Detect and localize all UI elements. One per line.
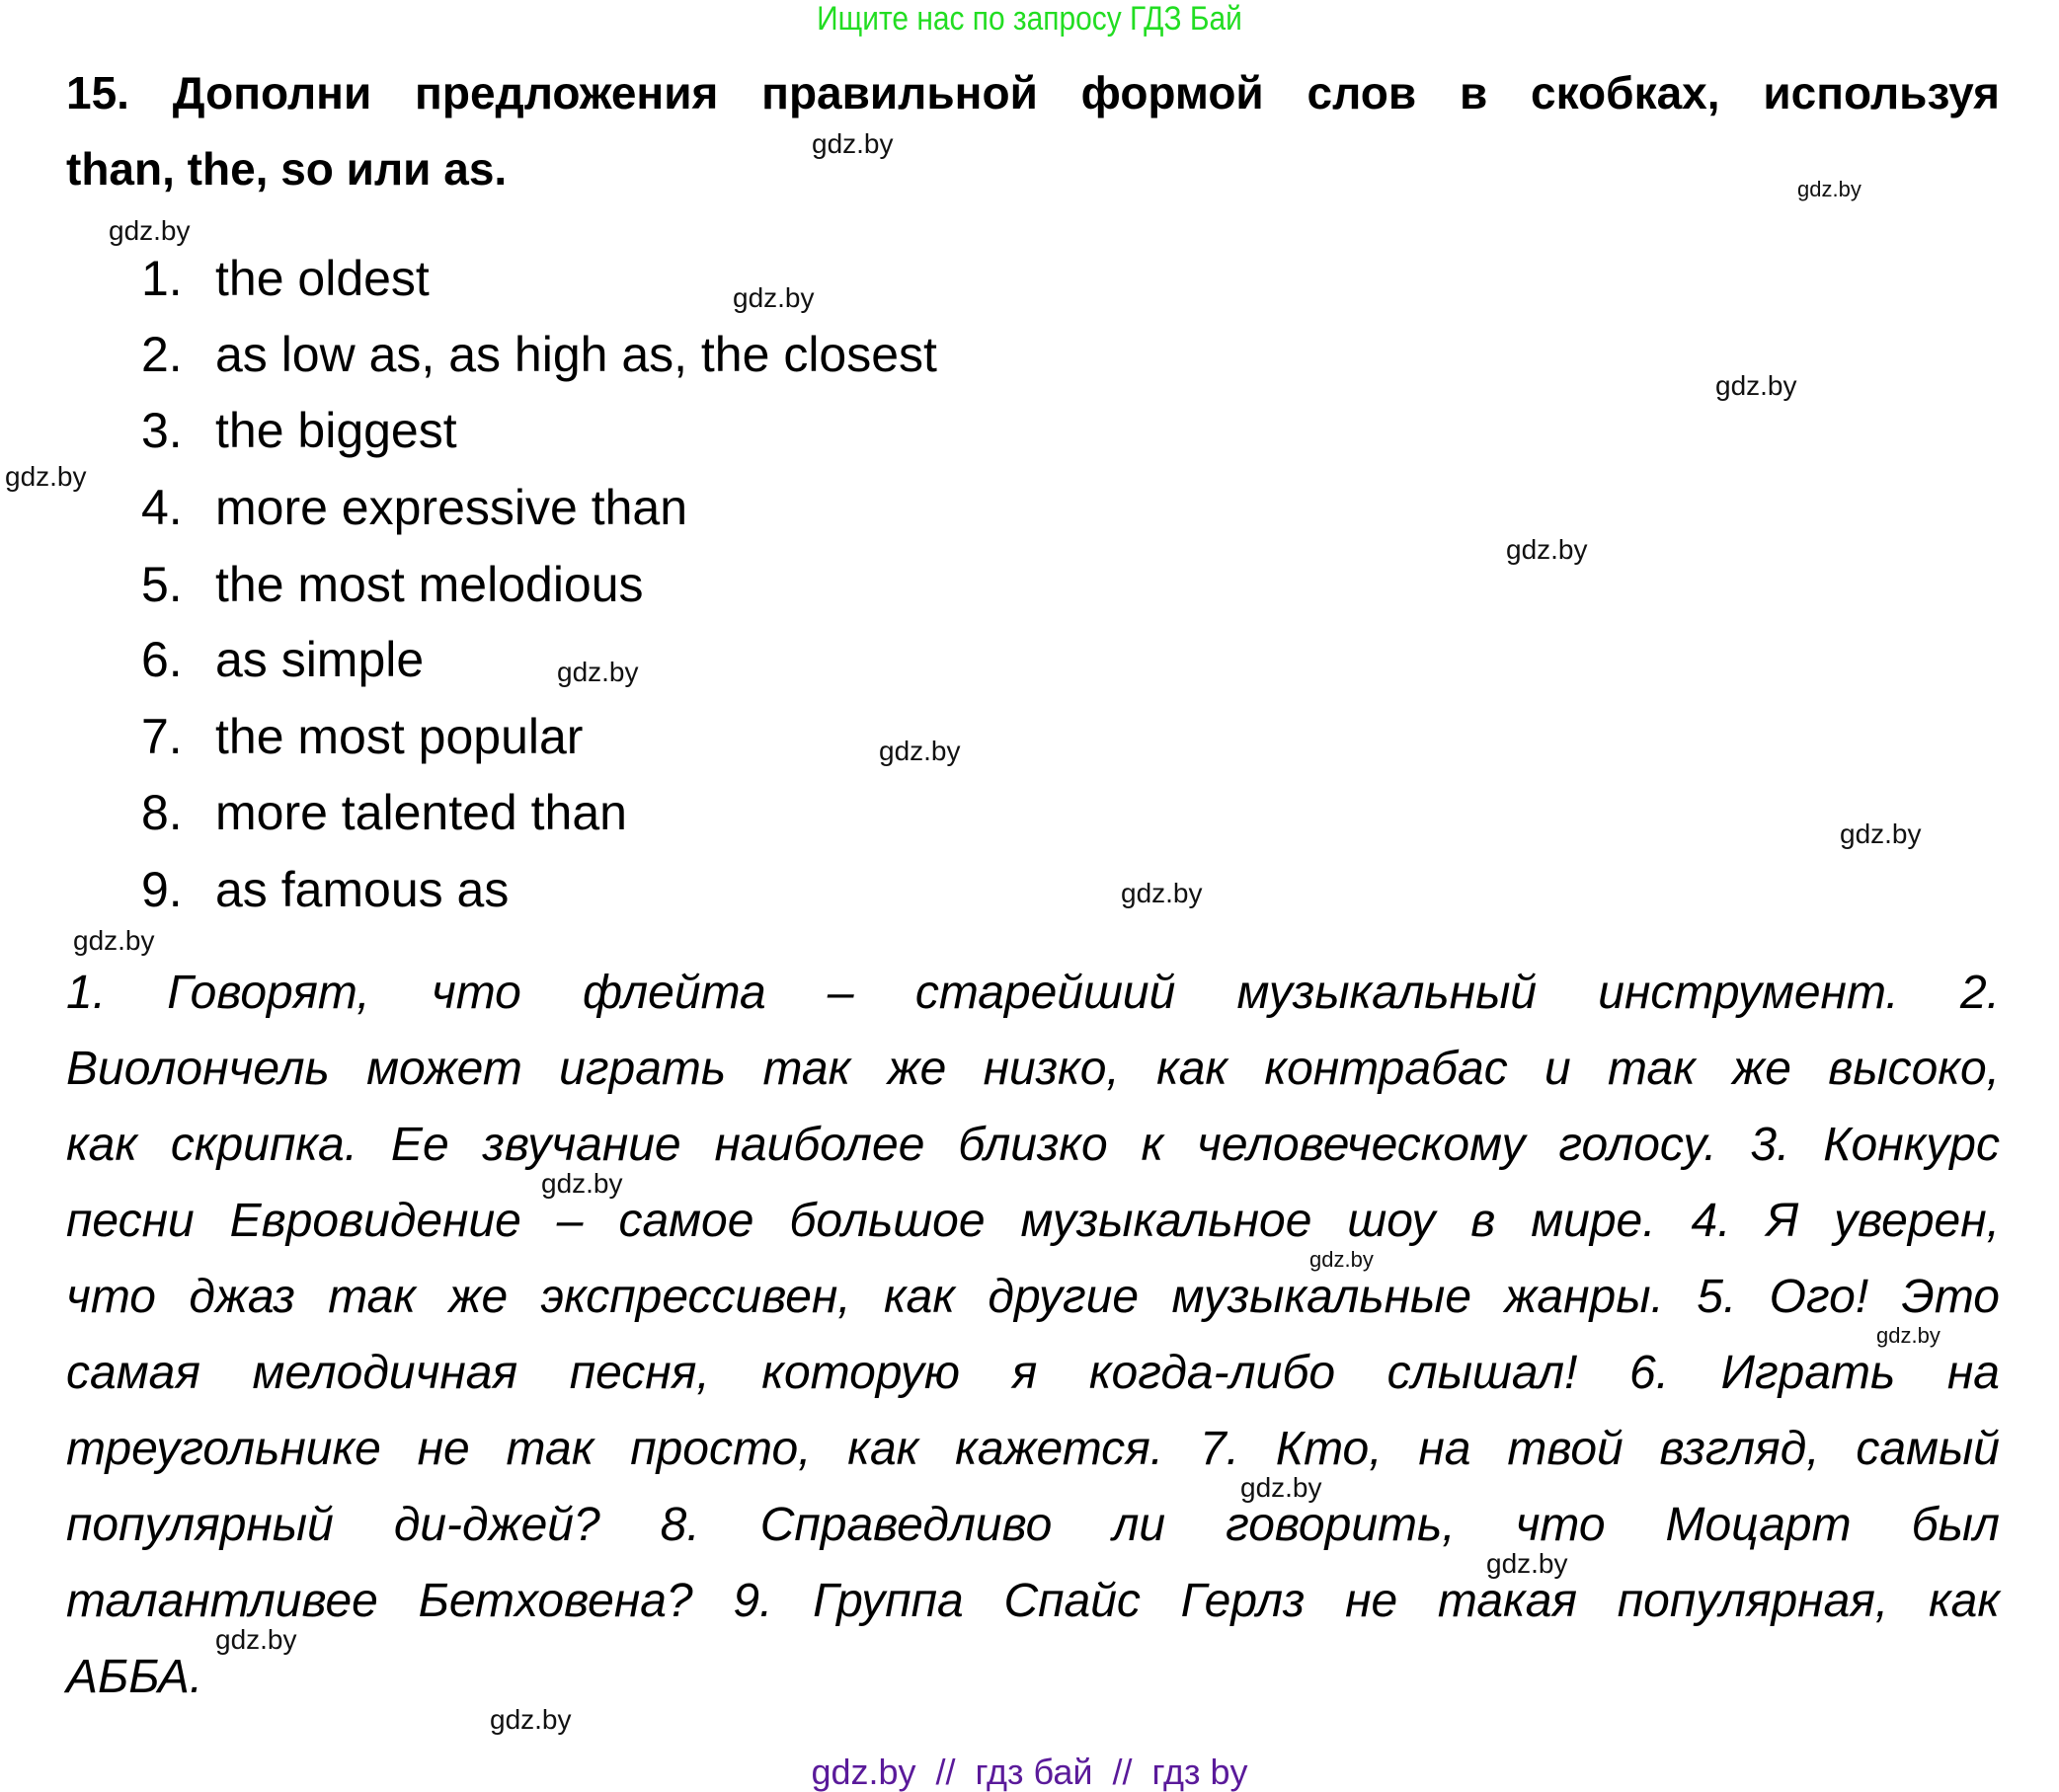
translation-line: самая мелодичная песня, которую я когда-либо слышал! 6. Играть на bbox=[66, 1347, 2000, 1399]
answer-number: 8. bbox=[141, 785, 183, 840]
watermark: gdz.by bbox=[1840, 818, 1922, 849]
watermark: gdz.by bbox=[1876, 1323, 1940, 1348]
answer-text: the most melodious bbox=[215, 557, 644, 612]
watermark: gdz.by bbox=[1121, 878, 1203, 908]
answer-text: the most popular bbox=[215, 709, 584, 764]
footer-links: gdz.by // гдз бай // гдз by bbox=[811, 1752, 1248, 1792]
answer-number: 9. bbox=[141, 862, 183, 917]
answer-item bbox=[141, 630, 424, 689]
answer-item bbox=[141, 555, 644, 614]
translation-line: Виолончель может играть так же низко, как контрабас и так же высоко, bbox=[66, 1043, 2000, 1095]
translation-line: песни Евровидение – самое большое музыкальное шоу в мире. 4. Я уверен, bbox=[66, 1195, 2000, 1247]
answer-number: 4. bbox=[141, 480, 183, 535]
watermark: gdz.by bbox=[5, 461, 87, 492]
watermark: gdz.by bbox=[733, 282, 815, 313]
answer-text: as famous as bbox=[215, 862, 510, 917]
answer-text: more expressive than bbox=[215, 480, 688, 535]
translation-line: талантливее Бетховена? 9. Группа Спайс Герлз не такая популярная, как bbox=[66, 1575, 2000, 1627]
watermark: gdz.by bbox=[812, 128, 894, 159]
answer-number: 5. bbox=[141, 557, 183, 612]
translation-line: популярный ди-джей? 8. Справедливо ли говорить, что Моцарт был bbox=[66, 1499, 2000, 1551]
answer-text: as low as, as high as, the closest bbox=[215, 327, 937, 382]
answer-text: as simple bbox=[215, 632, 425, 687]
watermark: gdz.by bbox=[1506, 534, 1588, 565]
answer-item bbox=[141, 860, 509, 919]
answer-item bbox=[141, 478, 687, 537]
watermark: gdz.by bbox=[1715, 370, 1797, 401]
answer-item bbox=[141, 401, 457, 460]
answer-item bbox=[141, 783, 627, 842]
watermark: gdz.by bbox=[109, 215, 191, 246]
answer-item bbox=[141, 325, 937, 384]
watermark: gdz.by bbox=[541, 1168, 623, 1199]
translation-line: треугольнике не так просто, как кажется. 7. Кто, на твой взгляд, самый bbox=[66, 1423, 2000, 1475]
watermark: gdz.by bbox=[557, 657, 639, 687]
translation-line: 1. Говорят, что флейта – старейший музыкальный инструмент. 2. bbox=[66, 967, 2000, 1019]
answer-text: the oldest bbox=[215, 251, 430, 306]
answer-number: 3. bbox=[141, 403, 183, 458]
answer-item bbox=[141, 707, 583, 766]
watermark: gdz.by bbox=[1240, 1472, 1322, 1503]
watermark: gdz.by bbox=[1309, 1247, 1374, 1272]
answer-number: 2. bbox=[141, 327, 183, 382]
translation-line: АББА. bbox=[66, 1651, 203, 1703]
answer-number: 6. bbox=[141, 632, 183, 687]
title-line: 15. Дополни предложения правильной формой слов в скобках, используя bbox=[66, 67, 2000, 118]
answer-text: the biggest bbox=[215, 403, 457, 458]
answer-item bbox=[141, 249, 430, 308]
watermark: gdz.by bbox=[73, 925, 155, 956]
watermark: gdz.by bbox=[215, 1624, 297, 1655]
watermark: gdz.by bbox=[879, 736, 961, 766]
title-line: than, the, so или as. bbox=[66, 143, 508, 195]
translation-line: что джаз так же экспрессивен, как другие музыкальные жанры. 5. Ого! Это bbox=[66, 1271, 2000, 1323]
watermark: gdz.by bbox=[1797, 177, 1861, 201]
answer-number: 1. bbox=[141, 251, 183, 306]
translation-line: как скрипка. Ее звучание наиболее близко к человеческому голосу. 3. Конкурс bbox=[66, 1119, 2000, 1171]
watermark: gdz.by bbox=[490, 1704, 572, 1735]
search-hint-header: Ищите нас по запросу ГДЗ Бай bbox=[817, 0, 1242, 38]
watermark: gdz.by bbox=[1486, 1548, 1568, 1579]
answer-number: 7. bbox=[141, 709, 183, 764]
answer-text: more talented than bbox=[215, 785, 627, 840]
